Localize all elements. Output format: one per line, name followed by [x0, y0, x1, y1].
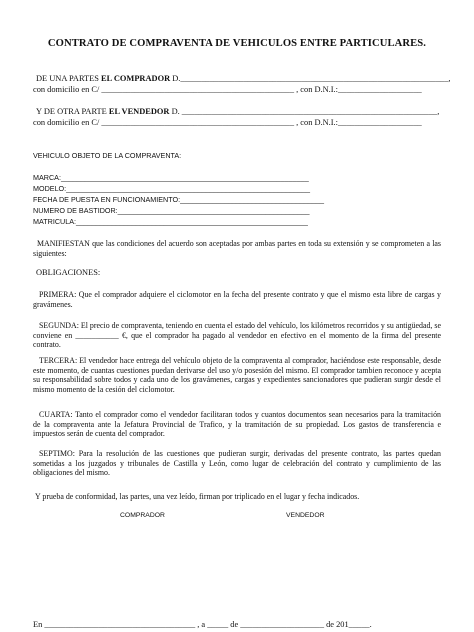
- signature-comprador: COMPRADOR: [120, 512, 165, 519]
- clause-primera: PRIMERA: Que el comprador adquiere el ciclomotor en la fecha del presente contrato y que el mismo esta libre de cargas y gravámenes.: [33, 290, 441, 309]
- comprador-prefix: DE UNA PARTES: [36, 74, 102, 83]
- footer-place-date: En ____________________________________ , a _____ de ____________________ de 201_____.: [33, 620, 372, 629]
- matricula-field: MATRICULA:__________________________________________________________: [33, 217, 308, 226]
- vendedor-label: EL VENDEDOR: [108, 107, 170, 116]
- vehiculo-heading: VEHICULO OBJETO DE LA COMPRAVENTA:: [33, 151, 182, 160]
- clause-septimo: SEPTIMO: Para la resolución de las cuestiones que pudieran surgir, derivadas del presente contrato, las partes quedan sometidas a los juzgados y tribunales de Castilla y León, como lugar de celebración del contrato y cumplimiento de las obligaciones del mismo.: [33, 449, 441, 478]
- bastidor-field: NUMERO DE BASTIDOR:________________________________________________: [33, 206, 310, 215]
- obligaciones-heading: OBLIGACIONES:: [36, 268, 101, 277]
- document-title: CONTRATO DE COMPRAVENTA DE VEHICULOS ENTRE PARTICULARES.: [47, 38, 427, 49]
- comprador-label: EL COMPRADOR: [101, 74, 171, 83]
- vendedor-prefix: Y DE OTRA PARTE: [36, 107, 109, 116]
- clause-cuarta: CUARTA: Tanto el comprador como el vendedor facilitaran todos y cuantos documentos sean necesarios para la tramitación de la compraventa ante la Jefatura Provincial de Trafico, y la tramitación de su propiedad. Los gastos de transferencia e impuestos serán de cuenta del comprador.: [33, 410, 441, 439]
- comprador-name-field: D.________________________________________________________________,: [170, 74, 451, 83]
- vendedor-domicilio-line: con domicilio en C/ ______________________________________________ , con D.N.I.:____________________: [33, 118, 422, 127]
- manifiestan-paragraph: MANIFIESTAN que las condiciones del acuerdo son aceptadas por ambas partes en toda su extensión y se comprometen a las siguientes:: [33, 239, 441, 258]
- comprador-domicilio-line: con domicilio en C/ ______________________________________________ , con D.N.I.:____________________: [33, 85, 422, 94]
- marca-field: MARCA:______________________________________________________________: [33, 173, 309, 182]
- prueba-paragraph: Y prueba de conformidad, las partes, una vez leído, firman por triplicado en el lugar y fecha indicados.: [35, 492, 360, 501]
- clause-tercera: TERCERA: El vendedor hace entrega del vehículo objeto de la compraventa al comprador, haciéndose este responsable, desde este momento, de cuantas cuestiones puedan derivarse del uso y/o posesión del mismo. El comprador tambien reconoce y acepta su responsabilidad sobre todos y cada uno de los gravámenes, cargas y expedientes sancionadores que pudieran surgir desde el mismo momento de la cesión del ciclomotor.: [33, 356, 441, 394]
- modelo-field: MODELO:_____________________________________________________________: [33, 184, 310, 193]
- vendedor-line: [36, 107, 439, 117]
- signature-vendedor: VENDEDOR: [286, 512, 325, 519]
- comprador-line: [36, 74, 450, 84]
- clause-segunda: SEGUNDA: El precio de compraventa, teniendo en cuenta el estado del vehículo, los kilómetros recorridos y su antigüedad, se conviene en ___________ €, que el comprador ha pagado al vendedor en efectivo en el momento de la firma del presente contrato.: [33, 321, 441, 350]
- fecha-funcionamiento-field: FECHA DE PUESTA EN FUNCIONAMIENTO:____________________________________: [33, 195, 324, 204]
- vendedor-name-field: D. _____________________________________________________________,: [169, 107, 440, 116]
